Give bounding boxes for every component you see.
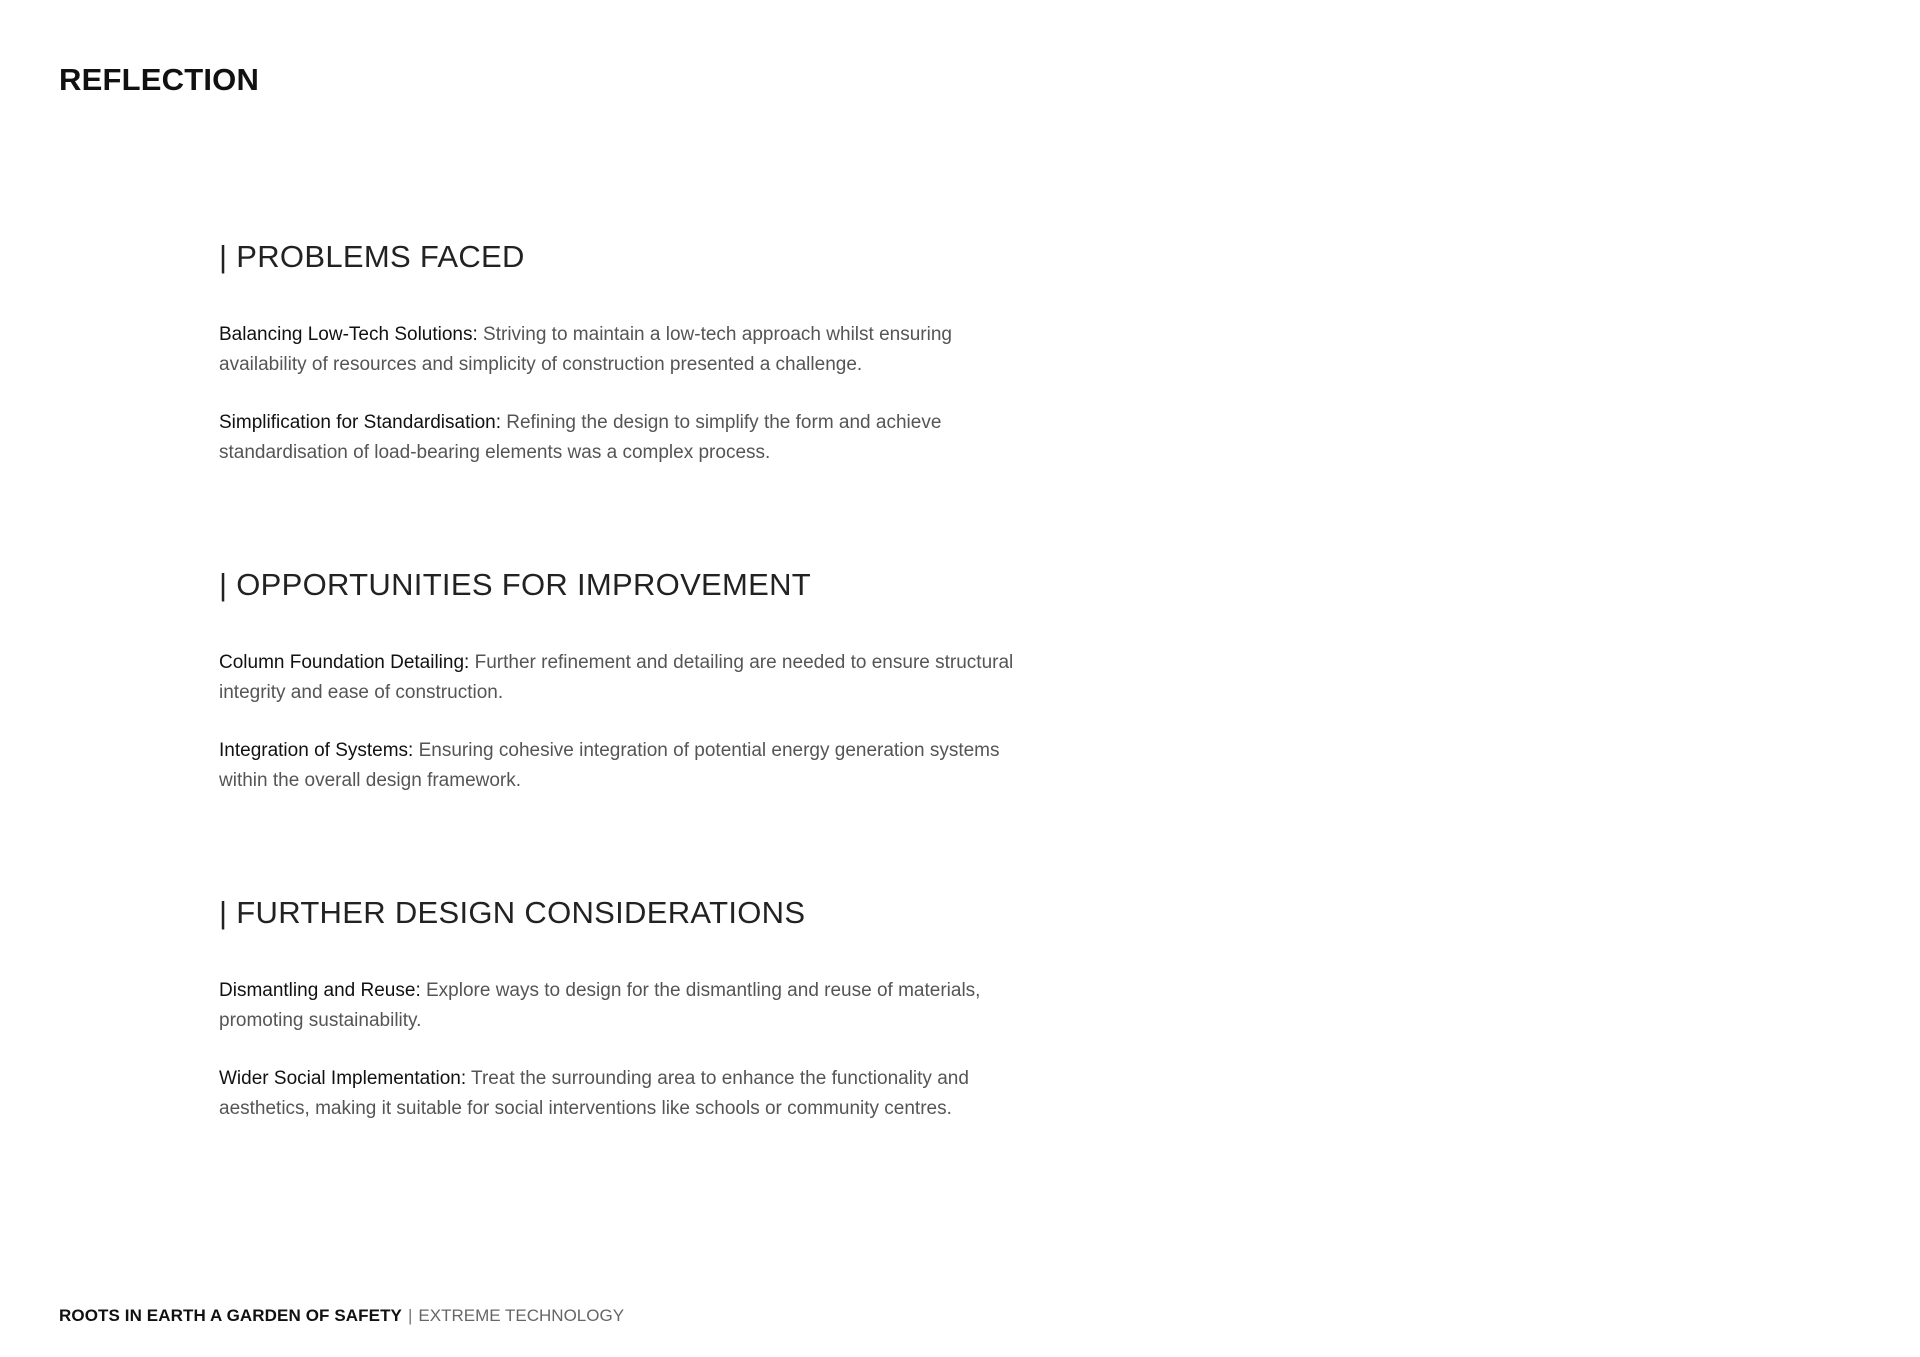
item-label: Dismantling and Reuse: — [219, 980, 421, 1002]
section-further-design-considerations — [219, 896, 1019, 1124]
section-heading: | FURTHER DESIGN CONSIDERATIONS — [219, 895, 806, 931]
item-label: Integration of Systems: — [219, 740, 414, 762]
item-label: Simplification for Standardisation: — [219, 412, 501, 434]
reflection-item — [219, 976, 1019, 1036]
item-label: Column Foundation Detailing: — [219, 652, 470, 674]
reflection-item — [219, 648, 1019, 708]
item-text: Further refinement and detailing are needed to ensure structural integrity and ease of construction. — [219, 652, 1014, 704]
item-label: Wider Social Implementation: — [219, 1068, 467, 1090]
item-text: Striving to maintain a low-tech approach whilst ensuring availability of resources and simplicity of construction presented a challenge. — [219, 324, 952, 376]
reflection-item — [219, 736, 1019, 796]
item-label: Balancing Low-Tech Solutions: — [219, 324, 478, 346]
section-heading: | OPPORTUNITIES FOR IMPROVEMENT — [219, 567, 812, 603]
reflection-item — [219, 320, 1019, 380]
page-title: REFLECTION — [59, 62, 260, 97]
item-text: Treat the surrounding area to enhance the functionality and aesthetics, making it suitable for social interventions like schools or community centres. — [219, 1068, 969, 1120]
footer-category: EXTREME TECHNOLOGY — [418, 1306, 625, 1325]
footer-project-title: ROOTS IN EARTH A GARDEN OF SAFETY — [59, 1306, 402, 1325]
item-text: Explore ways to design for the dismantling and reuse of materials, promoting sustainability. — [219, 980, 981, 1032]
footer — [59, 1306, 624, 1326]
section-heading: | PROBLEMS FACED — [219, 239, 525, 274]
item-text: Ensuring cohesive integration of potential energy generation systems within the overall design framework. — [219, 740, 1000, 792]
section-problems-faced — [219, 240, 1019, 468]
reflection-content — [219, 240, 1019, 1224]
reflection-item — [219, 408, 1019, 468]
item-text: Refining the design to simplify the form and achieve standardisation of load-bearing elements was a complex process. — [219, 412, 942, 464]
footer-separator: | — [408, 1306, 413, 1325]
reflection-item — [219, 1064, 1019, 1124]
section-opportunities-for-improvement — [219, 568, 1019, 796]
